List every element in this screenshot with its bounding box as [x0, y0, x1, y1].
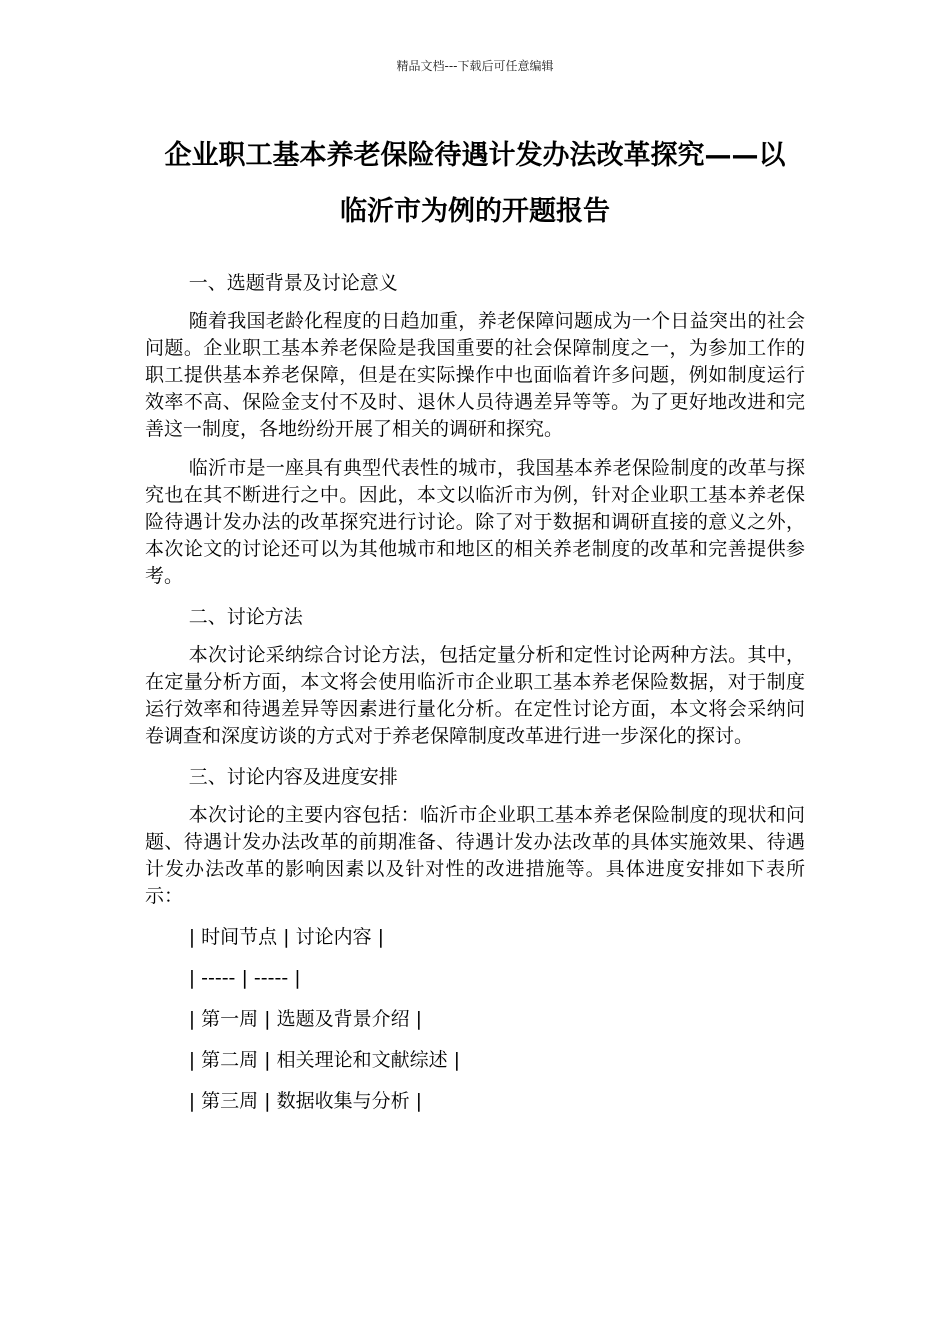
- section-heading-content-schedule: 三、讨论内容及进度安排: [188, 766, 398, 788]
- paragraph-background-2: 临沂市是一座具有典型代表性的城市，我国基本养老保险制度的改革与探究也在其不断进行之中。因此，本文以临沂市为例，针对企业职工基本养老保险待遇计发办法的改革探究进行讨论。除了对于数据和调研直接的意义之外，本次论文的讨论还可以为其他城市和地区的相关养老制度的改革和完善提供参考。: [145, 457, 805, 587]
- schedule-table-separator: | ----- | ----- |: [188, 967, 301, 989]
- title-line-2: 临沂市为例的开题报告: [340, 196, 610, 227]
- schedule-table-row: | 第二周 | 相关理论和文献综述 |: [188, 1049, 461, 1071]
- schedule-table-header: | 时间节点 | 讨论内容 |: [188, 926, 385, 948]
- title-line-1: 企业职工基本养老保险待遇计发办法改革探究——以: [164, 140, 786, 171]
- paragraph-content-schedule: 本次讨论的主要内容包括：临沂市企业职工基本养老保险制度的现状和问题、待遇计发办法改革的前期准备、待遇计发办法改革的具体实施效果、待遇计发办法改革的影响因素以及针对性的改进措施等。具体进度安排如下表所示：: [145, 804, 805, 907]
- schedule-table-row: | 第三周 | 数据收集与分析 |: [188, 1090, 423, 1112]
- header-note: 精品文档---下载后可任意编辑: [396, 59, 554, 73]
- section-heading-method: 二、讨论方法: [188, 606, 303, 628]
- schedule-table-row: | 第一周 | 选题及背景介绍 |: [188, 1008, 423, 1030]
- paragraph-method: 本次讨论采纳综合讨论方法，包括定量分析和定性讨论两种方法。其中，在定量分析方面，本文将会使用临沂市企业职工基本养老保险数据，对于制度运行效率和待遇差异等因素进行量化分析。在定性讨论方面，本文将会采纳问卷调查和深度访谈的方式对于养老保障制度改革进行进一步深化的探讨。: [145, 644, 805, 747]
- paragraph-background-1: 随着我国老龄化程度的日趋加重，养老保障问题成为一个日益突出的社会问题。企业职工基本养老保险是我国重要的社会保障制度之一，为参加工作的职工提供基本养老保障，但是在实际操作中也面临着许多问题，例如制度运行效率不高、保险金支付不及时、退休人员待遇差异等等。为了更好地改进和完善这一制度，各地纷纷开展了相关的调研和探究。: [145, 310, 805, 440]
- document-body: [145, 268, 805, 1127]
- document-title: [140, 128, 810, 240]
- section-heading-background: 一、选题背景及讨论意义: [188, 272, 398, 294]
